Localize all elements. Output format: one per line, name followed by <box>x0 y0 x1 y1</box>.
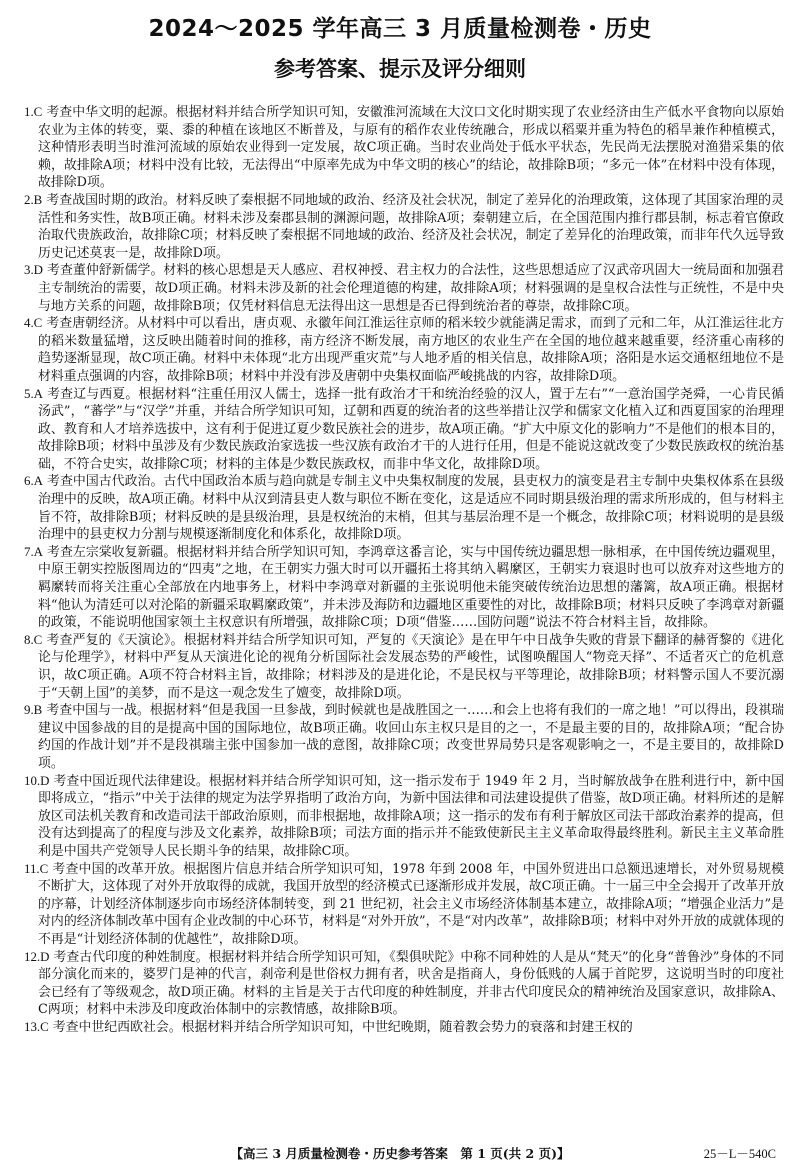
answer-key: A <box>33 474 43 489</box>
footer-code: 25－L－540C <box>703 1147 776 1161</box>
answer-key: C <box>39 861 49 876</box>
answer-number: 6. <box>24 474 34 489</box>
answer-item <box>24 473 784 543</box>
answer-key: C <box>33 316 43 331</box>
answer-key: B <box>33 192 43 207</box>
answer-number: 8. <box>24 632 34 647</box>
answer-item <box>24 192 784 262</box>
answer-explanation: 考查唐朝经济。从材料中可以看出，唐贞观、永徽年间江淮运往京师的稻米较少就能满足需求，而到了元和二年，从江淮运往北方的稻米数量猛增，这反映出随着时间的推移，南方经济不断发展，南方地区的农业生产在全国的地位越来越重要，经济重心南移的趋势逐渐显现，故C项正确。材料中未体现“北方出现严重灾荒”与人地矛盾的相关信息，故排除A项；洛阳是水运交通枢纽地位不是材料重点强调的内容，故排除B项；材料中并没有涉及唐朝中央集权面临严峻挑战的内容，故排除D项。 <box>38 316 784 384</box>
answer-item <box>24 773 784 861</box>
answer-key: C <box>40 1019 49 1034</box>
answer-item <box>24 104 784 192</box>
answer-explanation: 考查古代印度的种姓制度。根据材料并结合所学知识可知，《梨俱吠陀》中称不同种姓的人是从“梵天”的化身“普鲁沙”身体的不同部分演化而来的，婆罗门是神的代言，刹帝利是世俗权力拥有者，吠舍是指商人，身份低贱的人属于首陀罗，这说明当时的印度社会已经有了等级观念，故D项正确。材料的主旨是关于古代印度的种姓制度，并非古代印度民众的精神统治及国家意识，故排除A、C两项；材料中未涉及印度政治体制中的宗教情感，故排除B项。 <box>38 949 784 1018</box>
answer-explanation: 考查中国的改革开放。根据图片信息并结合所学知识可知，1978 年到 2008 年，中国外贸进出口总额迅速增长，对外贸易规模不断扩大，这体现了对外开放取得的成就，我国开放型的经济模式已逐渐形成并发展，故C项正确。十一届三中全会揭开了改革开放的序幕，计划经济体制逐步向市场经济体制转变，到 21 世纪初，社会主义市场经济体制基本建立，故排除A项；“增强企业活力”是对内的经济体制改革中国有企业改制的中心环节，材料是“对外开放”，不是“对内改革”，故排除B项；材料中对外开放的成就体现的不再是“计划经济体制的优越性”，故排除D项。 <box>38 861 784 947</box>
answer-explanation: 考查董仲舒新儒学。材料的核心思想是天人感应、君权神授、君主权力的合法性，这些思想适应了汉武帝巩固大一统局面和加强君主专制统治的需要，故D项正确。材料未涉及新的社会伦理道德的构建，故排除A项；材料强调的是皇权合法性与正统性，不是中央与地方关系的问题，故排除B项；仅凭材料信息无法得出这一思想是否已得到统治者的尊崇，故排除C项。 <box>38 263 784 314</box>
answer-number: 10. <box>24 773 41 788</box>
answer-explanation: 考查辽与西夏。根据材料“注重任用汉人儒士，选择一批有政治才干和统治经验的汉人，置于左右”“一意治国学尧舜，一心肯民循汤武”，“蕃学”与“汉学”并重，并结合所学知识可知，辽朝和西夏的统治者的这些举措让汉学和儒家文化植入辽和西夏国家的治理理政、教育和人才培养选拔中，这有利于促进辽夏少数民族社会的进步，故A项正确。“扩大中原文化的影响力”不是他们的根本目的，故排除B项；材料中虽涉及有少数民族政治家选拔一些汉族有政治才干的人进行任用，但是不能说这就改变了少数民族政权的统治基础，不符合史实，故排除C项；材料的主体是少数民族政权，而非中华文化，故排除D项。 <box>38 386 784 472</box>
answer-key: A <box>33 544 43 559</box>
answer-item <box>24 861 784 949</box>
answer-number: 9. <box>24 703 34 718</box>
answer-key: B <box>33 703 43 718</box>
answer-number: 3. <box>24 263 34 278</box>
answer-explanation: 考查中国近现代法律建设。根据材料并结合所学知识可知，这一指示发布于 1949 年 2 月，当时解放战争在胜利进行中，新中国即将成立，“指示”中关于法律的规定为法学界指明了政治方向，为新中国法律和司法建设提供了借鉴，故D项正确。材料所述的是解放区司法机关教育和改造司法干部政治原则，而非根据地，故排除A项；这一指示的发布有利于解放区司法干部政治素养的提高，但没有达到提高了的程度与涉及文化素养，故排除B项；司法方面的指示并不能致使新民主主义革命取得最终胜利。新民主主义革命胜利是中国共产党领导人民长期斗争的结果，故排除C项。 <box>38 773 784 859</box>
page-title: 2024～2025 学年高三 3 月质量检测卷・历史 <box>148 16 652 42</box>
answer-key: C <box>33 632 43 647</box>
answer-number: 1. <box>24 105 34 119</box>
answer-number: 13. <box>24 1019 41 1034</box>
answer-number: 11. <box>24 861 40 876</box>
answer-key: D <box>40 949 50 964</box>
footer-page-info: 【高三 3 月质量检测卷・历史参考答案 第 1 页(共 2 页)】 <box>230 1146 570 1161</box>
page-subtitle: 参考答案、提示及评分细则 <box>274 57 526 81</box>
page-footer <box>0 1144 800 1164</box>
answer-item <box>24 262 784 315</box>
answer-list <box>24 104 784 1036</box>
answer-key: A <box>33 386 43 401</box>
answer-item <box>24 1019 784 1037</box>
answer-explanation: 考查战国时期的政治。材料反映了秦根据不同地域的政治、经济及社会状况，制定了差异化的治理政策，这体现了其国家治理的灵活性和务实性，故B项正确。材料未涉及秦郡县制的渊源问题，故排除A项；秦朝建立后，在全国范围内推行郡县制，标志着官僚政治取代贵族政治，故排除C项；材料反映了秦根据不同地域的政治、经济及社会状况，制定了差异化的治理政策，而非年代久远导致历史记述莫衷一是，故排除D项。 <box>38 192 784 261</box>
answer-item <box>24 315 784 385</box>
answer-number: 7. <box>24 544 34 559</box>
answer-item <box>24 949 784 1019</box>
answer-number: 4. <box>24 316 34 331</box>
answer-number: 2. <box>24 192 34 207</box>
answer-number: 12. <box>24 949 41 964</box>
answer-key: D <box>40 773 50 788</box>
answer-item <box>24 702 784 772</box>
answer-item <box>24 632 784 702</box>
answer-item <box>24 386 784 474</box>
answer-key: D <box>33 263 43 278</box>
answer-explanation: 考查中世纪西欧社会。根据材料并结合所学知识可知，中世纪晚期，随着教会势力的衰落和封建王权的 <box>52 1019 633 1035</box>
answer-explanation: 考查中国古代政治。古代中国政治本质与趋向就是专制主义中央集权制度的发展，县吏权力的演变是君主专制中央集权体系在县级治理中的反映，故A项正确。材料中从汉到清县吏人数与职位不断在变化，这是适应不同时期县级治理的需求所形成的，但与材料主旨不符，故排除B项；材料反映的是县级治理，县是权统治的末梢，但其与基层治理不是一个概念，故排除C项；材料说明的是县级治理中的县吏权力分割与规模逐渐制度化和体系化，故排除D项。 <box>38 474 784 543</box>
answer-explanation: 考查严复的《天演论》。根据材料并结合所学知识可知，严复的《天演论》是在甲午中日战争失败的背景下翻译的赫胥黎的《进化论与伦理学》，材料中严复从天演进化论的视角分析国际社会发展态势的严峻性，试图唤醒国人“物竞天择”、不适者灭亡的危机意识，故C项正确。A项不符合材料主旨，故排除；材料涉及的是进化论，不是民权与平等理论，故排除B项；材料警示国人不要沉溺于“天朝上国”的美梦，而不是这一观念发生了嬗变，故排除D项。 <box>38 632 784 701</box>
answer-item <box>24 544 784 632</box>
answer-key: C <box>33 105 43 119</box>
answer-number: 5. <box>24 386 34 401</box>
answer-explanation: 考查中华文明的起源。根据材料并结合所学知识可知，安徽淮河流域在大汶口文化时期实现了农业经济由生产低水平食物向以原始农业为主体的转变，粟、黍的种植在该地区不断普及，与原有的稻作农业传统融合，形成以稻粟并重为特色的稻旱兼作种植模式，这种情形表明当时淮河流域的原始农业得到一定发展，故C项正确。当时农业尚处于低水平状态，先民尚无法摆脱对渔猎采集的依赖，故排除A项；材料中没有比较，无法得出“中原率先成为中华文明的核心”的结论，故排除B项；“多元一体”在材料中没有体现，故排除D项。 <box>38 105 784 191</box>
answer-explanation: 考查中国与一战。根据材料“但是我国一旦参战，到时候就也是战胜国之一……和会上也将有我们的一席之地！”可以得出，段祺瑞建议中国参战的目的是提高中国的国际地位，故B项正确。收回山东主权只是目的之一，不是最主要的目的，故排除A项；“配合协约国的作战计划”并不是段祺瑞主张中国参加一战的意图，故排除C项；改变世界局势只是客观影响之一，不是主要目的，故排除D项。 <box>38 703 784 771</box>
answer-explanation: 考查左宗棠收复新疆。根据材料并结合所学知识可知，李鸿章这番言论，实与中国传统边疆思想一脉相承，在中国传统边疆观里，中原王朝实控版图周边的“四夷”之地，在王朝实力强大时可以开疆拓土将其纳入羁縻区，王朝实力衰退时也可以放弃对这些地方的羁縻转而将关注重心全部放在内地事务上，材料中李鸿章对新疆的主张说明他未能突破传统治边思想的藩篱，故A项正确。根据材料“他认为清廷可以对沦陷的新疆采取羁縻政策”，并未涉及海防和边疆地区重要性的对比，故排除B项；材料只反映了李鸿章对新疆的政策，不能说明他国家领土主权意识有所增强，故排除C项；D项“借鉴……国防问题”说法不符合材料主旨，故排除。 <box>38 544 784 631</box>
